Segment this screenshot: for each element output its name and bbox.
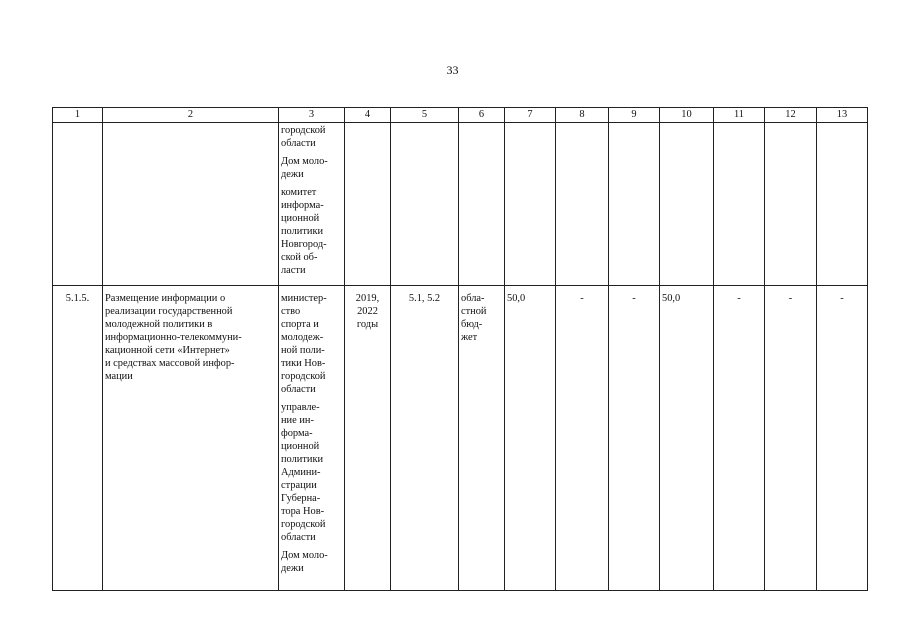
table-row bbox=[53, 286, 868, 591]
cell-col8: - bbox=[556, 286, 609, 591]
executor-item: комитет информа- ционной политики Новгород- ской об- ласти bbox=[281, 187, 327, 276]
col-header-2: 2 bbox=[103, 108, 279, 123]
col-header-7: 7 bbox=[505, 108, 556, 123]
col-header-1: 1 bbox=[53, 108, 103, 123]
col-header-9: 9 bbox=[609, 108, 660, 123]
cell-col12 bbox=[765, 123, 817, 286]
col-header-6: 6 bbox=[459, 108, 505, 123]
col-header-11: 11 bbox=[714, 108, 765, 123]
executor-item: Дом моло- дежи bbox=[281, 156, 328, 180]
cell-indicators: 5.1, 5.2 bbox=[391, 286, 459, 591]
cell-description bbox=[103, 123, 279, 286]
cell-executors bbox=[279, 286, 345, 591]
plan-table bbox=[52, 107, 868, 591]
cell-description: Размещение информации о реализации государственной молодежной политики в информационно-телекоммуни- кационной сети «Интернет» и средствах массовой инфор- мации bbox=[103, 286, 279, 591]
cell-col9 bbox=[609, 123, 660, 286]
cell-col13: - bbox=[817, 286, 868, 591]
cell-indicators bbox=[391, 123, 459, 286]
table-row bbox=[53, 123, 868, 286]
col-header-4: 4 bbox=[345, 108, 391, 123]
cell-col13 bbox=[817, 123, 868, 286]
col-header-13: 13 bbox=[817, 108, 868, 123]
cell-period bbox=[345, 123, 391, 286]
col-header-12: 12 bbox=[765, 108, 817, 123]
cell-code: 5.1.5. bbox=[53, 286, 103, 591]
cell-source: обла- стной бюд- жет bbox=[459, 286, 505, 591]
col-header-10: 10 bbox=[660, 108, 714, 123]
cell-col8 bbox=[556, 123, 609, 286]
cell-col10 bbox=[660, 123, 714, 286]
cell-period: 2019, 2022 годы bbox=[345, 286, 391, 591]
page-number: 33 bbox=[446, 63, 459, 77]
executor-item: Дом моло- дежи bbox=[281, 550, 328, 574]
cell-source bbox=[459, 123, 505, 286]
col-header-3: 3 bbox=[279, 108, 345, 123]
col-header-8: 8 bbox=[556, 108, 609, 123]
header-row bbox=[53, 108, 868, 123]
cell-col10: 50,0 bbox=[660, 286, 714, 591]
executor-item: городской области bbox=[281, 125, 326, 149]
executor-item: управле- ние ин- форма- ционной политики Админи- страции Губерна- тора Нов- городской области bbox=[281, 402, 326, 543]
cell-col9: - bbox=[609, 286, 660, 591]
cell-col11: - bbox=[714, 286, 765, 591]
col-header-5: 5 bbox=[391, 108, 459, 123]
executor-item: министер- ство спорта и молодеж- ной поли- тики Нов- городской области bbox=[281, 293, 327, 395]
cell-col11 bbox=[714, 123, 765, 286]
cell-col7: 50,0 bbox=[505, 286, 556, 591]
cell-code bbox=[53, 123, 103, 286]
cell-executors bbox=[279, 123, 345, 286]
cell-col12: - bbox=[765, 286, 817, 591]
cell-col7 bbox=[505, 123, 556, 286]
